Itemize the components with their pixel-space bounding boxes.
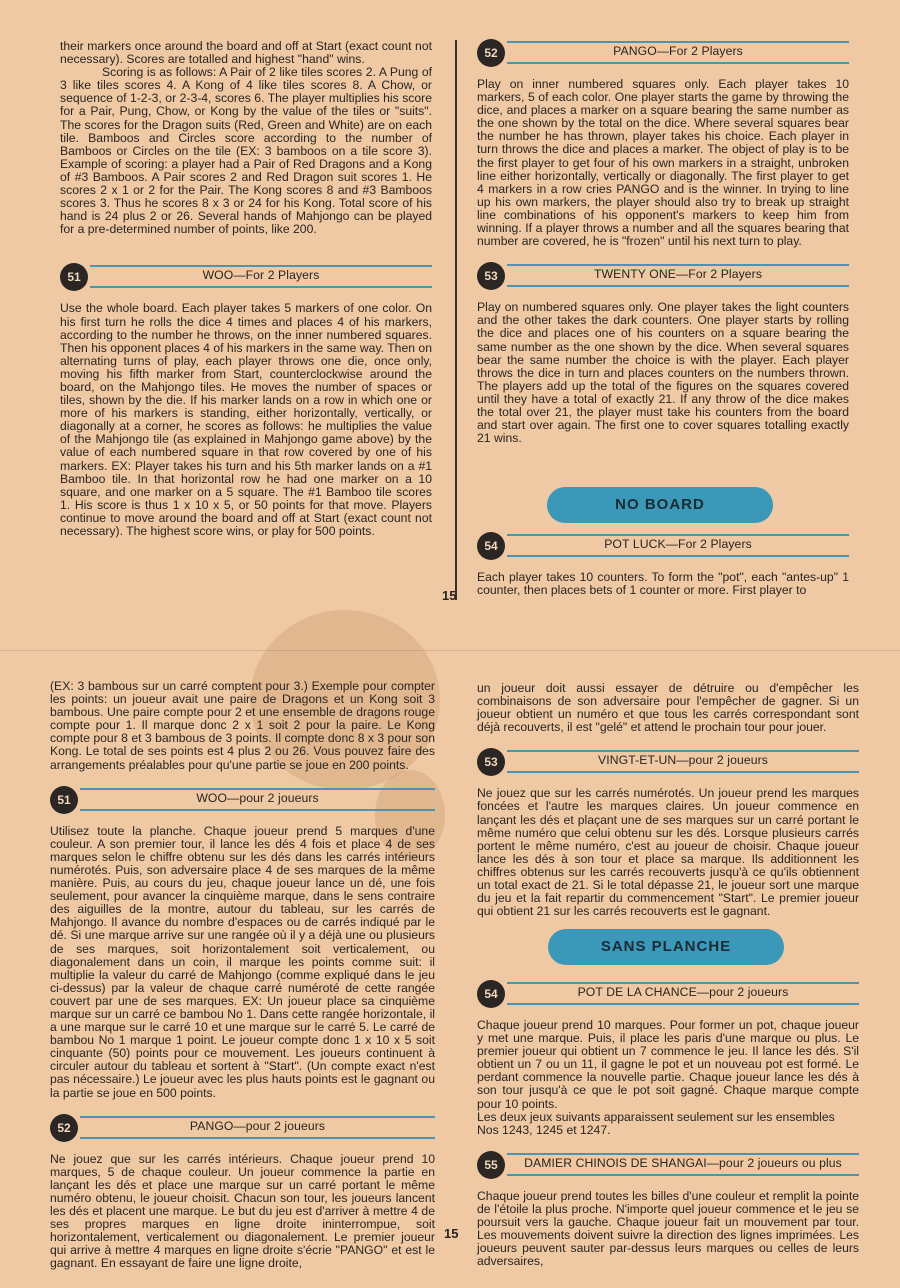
section-54-header [477,531,849,561]
section-number-badge: 53 [477,748,505,776]
woo-rules-text: Use the whole board. Each player takes 5 markers of one color. On his first turn he rolls the dice 4 times and places 4 of his markers, according to the number he throws, on the inner numbered squares. Then his opponent places 4 of his markers in the same way. Then on alternating turns of play, each player throws one die, once only, moving his fifth marker from Start, counterclockwise around the board, on the Mahjongo tiles. He moves the number of spaces or tiles, shown by the die. If his marker lands on a row in which one or more of his markers is standing, either horizontally, vertically, or diagonally at a corner, he scores as follows: he multiplies the value of the Mahjongo tile (as explained in Mahjongo game above) by the value of each numbered square in that row covered by one of his markers. EX: Player takes his turn and his 5th marker lands on a #1 Bamboo tile. In that horizontal row he had one marker on a 10 square, and one marker on a 5 square. The #1 Bamboo tile scores 1. His score is thus 1 x 10 x 5, or 50 points for that move. Players continue to move around the board and off at Start (exact count not necessary). The highest score wins, or play for 500 points. [60,301,432,538]
header-rule [507,1174,859,1176]
section-number-badge: 52 [477,39,505,67]
mahjongo-fr-end-text: (EX: 3 bambous sur un carré comptent pour 3.) Exemple pour compter les points: un joueur avait une paire de Dragons et un Kong soit 3 bambous. Une paire compte pour 2 et une ensemble de dragons rouge compte pour 1. Il marque donc 2 x 1 soit 2 pour la paire. Le Kong compte pour 8 et 3 bambous de 3 points. Il compte donc 8 x 3 pour son Kong. Le total de ses points est 4 plus 2 ou 26. Vous pouvez faire des arrangements préalables pour qu'une partie se joue en 200 points. [50,679,435,772]
section-51-header [60,262,432,292]
page-fold [0,650,900,651]
header-rule [507,982,859,984]
column-separator [455,40,457,600]
mahjongo-end-text: their markers once around the board and off at Start (exact count not necessary). Scores are totalled and highest "hand" wins. [60,39,432,67]
chinese-checkers-rules-text: Chaque joueur prend toutes les billes d'une couleur et remplit la pointe de l'étoile la plus proche. N'importe quel joueur commence et le jeu se poursuit vers la gauche. Chaque joueur fait un mouvement par tour. Les mouvements doivent suivre la direction des lignes imprimées. Les joueurs peuvent sauter par-dessus leurs marques ou celles de leurs adversaires, [477,1188,859,1269]
top-left-column [60,40,432,538]
header-rule [507,555,849,557]
section-title: WOO—For 2 Players [202,268,320,283]
section-number-badge: 51 [60,263,88,291]
bottom-left-column [50,680,435,1270]
twenty-one-rules-text: Play on numbered squares only. One player takes the light counters and the other takes the dark counters. One player starts by rolling the dice and places one of his counters on a square bearing the same number as the one shown by the dice. When several squares bear the same number the choice is with the player. Each player throws the dice in turn and places counters on the numbers thrown. The players add up the total of the figures on the squares covered until they have a total of exactly 21. If any throw of the dice makes the total over 21, the player must take his counters from the board and start over again. The first one to cover squares totalling exactly 21 wins. [477,300,849,446]
section-title: WOO—pour 2 joueurs [196,790,319,805]
pango-fr-continued-text: un joueur doit aussi essayer de détruire ou d'empêcher les combinaisons de son adversaire pour l'empêcher de gagner. Si un joueur obtient un numéro et que tous les carrés correspondant sont déjà recouverts, il est "gelé" et attend le prochain tour pour jouer. [477,681,859,735]
header-rule [507,41,849,43]
section-title: VINGT-ET-UN—pour 2 joueurs [598,753,768,768]
header-rule [507,750,859,752]
bottom-right-column-lower [477,979,859,1268]
section-number-badge: 54 [477,532,505,560]
header-rule [90,265,432,267]
header-rule [507,264,849,266]
header-rule [507,285,849,287]
section-55-fr-header [477,1150,859,1180]
section-number-badge: 55 [477,1151,505,1179]
sans-planche-banner: SANS PLANCHE [548,929,784,965]
pot-chance-rules-text: Chaque joueur prend 10 marques. Pour former un pot, chaque joueur y met une marque. Puis, il place les paris d'une marque ou plus. Le premier joueur qui obtient un 7 commence le jeu. Il lance les dés. S'il obtient un 7 ou un 11, il gagne le pot et un nouveau pot est formé. Le perdant commence la nouvelle partie. Chaque joueur lance les dés à son tour jusqu'à ce que le pot soit gagné. Chaque marque compte pour 10 points. [477,1018,859,1111]
section-title: TWENTY ONE—For 2 Players [593,267,763,282]
pot-luck-rules-text: Each player takes 10 counters. To form the "pot", each "antes-up" 1 counter, then places bets of 1 counter or more. First player to [477,570,849,598]
section-title: PANGO—pour 2 joueurs [189,1118,326,1133]
section-title: PANGO—For 2 Players [613,44,743,58]
section-title: DAMIER CHINOIS DE SHANGAI—pour 2 joueurs ou plus [524,1155,842,1170]
header-rule [507,534,849,536]
page-number-fr: 15 [444,1226,459,1241]
no-board-banner: NO BOARD [547,487,773,523]
page-number: 15 [442,588,457,603]
pango-rules-text: Play on inner numbered squares only. Each player takes 10 markers, 5 of each color. One player starts the game by throwing the dice, and places a marker on a square bearing the same number as the one shown by the total on the dice. Where several squares bear the number he has thrown, player takes his choice. Each player in turn throws the dice and places a marker. The object of play is to be the first player to get four of his own markers in a straight, unbroken line either horizontally, vertically or diagonally. The first player to get 4 markers in a row cries PANGO and is the winner. In trying to line up his own markers, the player should also try to break up straight line combinations of his opponent's markers to keep him from winning. If a player throws a number and all the squares bearing that number are covered, he is "frozen" until his next turn to play. [477,77,849,249]
section-title: POT LUCK—For 2 Players [604,537,752,551]
header-rule [80,809,435,811]
pango-fr-rules-text: Ne jouez que sur les carrés intérieurs. Chaque joueur prend 10 marques, 5 de chaque couleur. Un joueur commence la partie en lançant les dés et place une marque sur un carré portant le même numéro obtenu, le joueur choisit. Chacun son tour, les joueurs lancent les dés et placent une marque. Le but du jeu est d'arriver à mettre 4 de ses propres marques en ligne droite ininterrompue, soit horizontalement, verticalement ou diagonalement. Le premier joueur qui arrive à mettre 4 marques en ligne droite s'écrie "PANGO" et est le gagnant. En essayant de faire une ligne droite, [50,1151,435,1271]
section-52-header [477,38,849,68]
section-number-badge: 53 [477,262,505,290]
section-51-fr-header [50,785,435,815]
section-number-badge: 51 [50,786,78,814]
edition-note-text: Les deux jeux suivants apparaissent seulement sur les ensembles Nos 1243, 1245 et 1247. [477,1109,835,1137]
header-rule [507,62,849,64]
header-rule [80,1116,435,1118]
section-number-badge: 52 [50,1114,78,1142]
top-right-column [477,38,849,445]
header-rule [80,788,435,790]
section-53-fr-header [477,747,859,777]
bottom-right-column [477,682,859,918]
header-rule [80,1137,435,1139]
section-title: POT DE LA CHANCE—pour 2 joueurs [577,985,789,999]
section-number-badge: 54 [477,980,505,1008]
vingt-et-un-rules-text: Ne jouez que sur les carrés numérotés. Un joueur prend les marques foncées et l'autre les marques claires. Un joueur commence en lançant les dés et plaçant une de ses marques sur un carré portant le même numéro que celui obtenu sur les dés. Lorsque plusieurs carrés portent le même numéro, c'est au joueur de choisir. Chaque joueur lance les dés à son tour et place sa marque. Ils additionnent les chiffres obtenus sur les carrés recouverts jusqu'à ce qu'ils obtiennent un total exact de 21. Si le total dépasse 21, le joueur sort une marque du jeu et la fait repartir du commencement "Start". Le premier joueur qui obtient 21 sur les carrés recouverts est le gagnant. [477,786,859,919]
header-rule [507,1153,859,1155]
header-rule [507,771,859,773]
section-53-header [477,261,849,291]
section-52-fr-header [50,1113,435,1143]
section-54-fr-header [477,979,859,1009]
woo-fr-rules-text: Utilisez toute la planche. Chaque joueur prend 5 marques d'une couleur. A son premier tour, il lance les dés 4 fois et place 4 de ses marques selon le chiffre obtenu sur les dés dans les carrés intérieurs numérotés. Puis, son adversaire place 4 de ses marques de la même manière. Puis, au cours du jeu, chaque joueur lance un dé, une fois seulement, pour avancer la cinquième marque, dans le sens contraire des aiguilles de la montre, autour du tableau, sur les carrés de Mahjongo. Il avance du nombre d'espaces ou de carrés indiqué par le dé. Si une marque arrive sur une rangée où il y a déjà une ou plusieurs de ses marques, soit horizontalement soit verticalement, ou diagonalement dans un coin, il marque les points comme suit: il multiplie la valeur du carré de Mahjongo (comme expliqué dans le jeu ci-dessus) par la valeur de chaque carré numéroté de cette rangée couvert par une de ses marques. EX: Un joueur place sa cinquième marque sur un carré ce bambou No 1. Dans cette rangée horizontale, il a une marque sur le carré 10 et une marque sur le carré 5. Le carré de bambou No 1 marque 1 point. Le joueur compte donc 1 x 10 x 5 soit cinquante (50) points pour ce mouvement. Les joueurs continuent à circuler autour du tableau et sortent à "Start". (Un compte exact n'est pas nécessaire.) Le joueur avec les plus hauts points est le gagnant ou la partie se joue en 500 points. [50,823,435,1100]
header-rule [507,1003,859,1005]
mahjongo-scoring-text: Scoring is as follows: A Pair of 2 like tiles scores 2. A Pung of 3 like tiles scores 4. A Kong of 4 like tiles scores 8. A Chow, or sequence of 1-2-3, or 2-3-4, scores 6. The player multiplies his score for a Pair, Pung, Chow, or Kong by the value of the tiles or "suits". The scores for the Dragon suits (Red, Green and White) are on each tile. Bamboos and Circles score according to the number of Bamboos or Circles on the tile (EX: 3 bamboos on a tile score 3). Example of scoring: a player had a Pair of Red Dragons and a Kong of #3 Bamboos. A Pair scores 2 and Red Dragon suit scores 1. He scores 2 x 1 or 2 for the Pair. The Kong scores 8 and #3 Bamboos scores 3. Thus he scores 8 x 3 or 24 for his Kong. Total score of his hand is 24 plus 2 or 26. Several hands of Mahjongo can be played for a pre-determined number of points, like 200. [60,65,432,237]
top-right-column-bottom [477,531,849,597]
header-rule [90,286,432,288]
